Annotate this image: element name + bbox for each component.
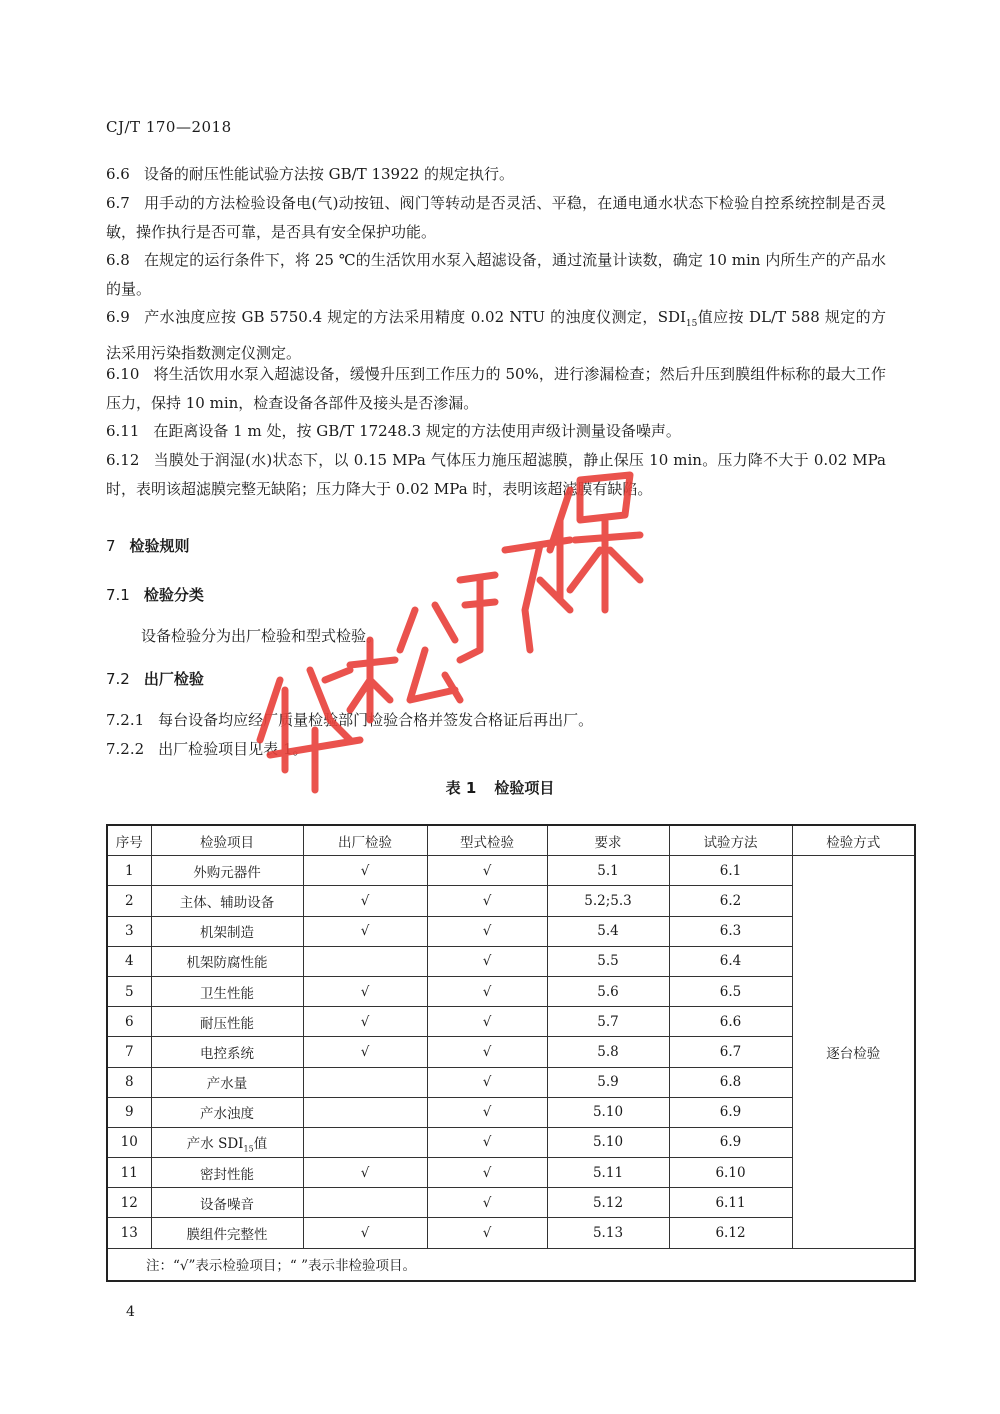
cell-no: 8: [107, 1067, 151, 1097]
paragraph-6-11: [106, 417, 886, 446]
cell-item: 设备噪音: [151, 1188, 303, 1218]
cell-method: 6.6: [669, 1007, 792, 1037]
cell-type: √: [427, 946, 547, 976]
clause-text-b: 值应按 DL/T 588 规定的方法采用污染指数测定仪测定。: [106, 308, 886, 362]
table-row: [107, 856, 915, 886]
cell-requirement: 5.13: [547, 1218, 669, 1248]
clause-7-2-2: [106, 738, 307, 759]
cell-type: √: [427, 1097, 547, 1127]
cell-type: √: [427, 1007, 547, 1037]
cell-item: 主体、辅助设备: [151, 886, 303, 916]
cell-factory: √: [303, 1218, 427, 1248]
cell-requirement: 5.7: [547, 1007, 669, 1037]
clause-text: 将生活饮用水泵入超滤设备，缓慢升压到工作压力的 50%，进行渗漏检查；然后升压到膜组件标称的最大工作压力，保持 10 min，检查设备各部件及接头是否渗漏。: [106, 365, 886, 412]
cell-type: √: [427, 1037, 547, 1067]
cell-factory: √: [303, 916, 427, 946]
section-title: 检验分类: [143, 586, 204, 604]
cell-factory: √: [303, 976, 427, 1006]
cell-method: 6.4: [669, 946, 792, 976]
cell-no: 10: [107, 1127, 151, 1157]
header-test-method: 试验方法: [669, 825, 792, 856]
section-7-1-body: 设备检验分为出厂检验和型式检验。: [141, 627, 382, 645]
table-caption-title: 检验项目: [494, 779, 555, 797]
cell-type: √: [427, 1218, 547, 1248]
cell-factory: √: [303, 886, 427, 916]
cell-requirement: 5.10: [547, 1097, 669, 1127]
clause-number: 6.6: [106, 165, 130, 183]
cell-no: 1: [107, 856, 151, 886]
cell-no: 6: [107, 1007, 151, 1037]
cell-type: √: [427, 1067, 547, 1097]
cell-factory: [303, 1127, 427, 1157]
page-number: 4: [126, 1304, 135, 1320]
table-header-row: [107, 825, 915, 856]
table-note-row: [107, 1248, 915, 1281]
cell-no: 4: [107, 946, 151, 976]
header-inspection-mode: 检验方式: [792, 825, 915, 856]
header-no: 序号: [107, 825, 151, 856]
cell-no: 9: [107, 1097, 151, 1127]
clause-text: 出厂检验项目见表 1。: [158, 740, 308, 758]
clause-number: 7.2.1: [106, 711, 145, 729]
clause-text-a: 产水浊度应按 GB 5750.4 规定的方法采用精度 0.02 NTU 的浊度仪测定，SDI: [143, 308, 686, 326]
cell-requirement: 5.12: [547, 1188, 669, 1218]
cell-item: 产水量: [151, 1067, 303, 1097]
inspection-items-table: [106, 824, 916, 1282]
header-requirement: 要求: [547, 825, 669, 856]
cell-factory: √: [303, 1007, 427, 1037]
cell-item-text-b: 值: [253, 1135, 268, 1152]
cell-no: 12: [107, 1188, 151, 1218]
cell-item: [151, 1127, 303, 1157]
cell-item: 膜组件完整性: [151, 1218, 303, 1248]
cell-method: 6.5: [669, 976, 792, 1006]
section-7-heading: [106, 535, 190, 556]
clause-number: 6.9: [106, 308, 130, 326]
paragraph-6-8: [106, 246, 886, 303]
cell-type: √: [427, 856, 547, 886]
cell-factory: [303, 1067, 427, 1097]
clause-number: 7.2.2: [106, 740, 145, 758]
paragraph-6-6: [106, 160, 886, 189]
section-title: 出厂检验: [143, 670, 204, 688]
paragraph-6-7: [106, 189, 886, 246]
paragraph-6-9: [106, 303, 886, 367]
cell-requirement: 5.5: [547, 946, 669, 976]
cell-method: 6.8: [669, 1067, 792, 1097]
cell-no: 5: [107, 976, 151, 1006]
clause-text: 在距离设备 1 m 处，按 GB/T 17248.3 规定的方法使用声级计测量设备噪声。: [153, 422, 681, 440]
clause-number: 6.11: [106, 422, 140, 440]
cell-method: 6.9: [669, 1127, 792, 1157]
cell-requirement: 5.1: [547, 856, 669, 886]
cell-method: 6.7: [669, 1037, 792, 1067]
cell-method: 6.2: [669, 886, 792, 916]
header-factory-inspection: 出厂检验: [303, 825, 427, 856]
cell-requirement: 5.11: [547, 1158, 669, 1188]
cell-type: √: [427, 1127, 547, 1157]
cell-requirement: 5.2;5.3: [547, 886, 669, 916]
cell-method: 6.9: [669, 1097, 792, 1127]
paragraph-6-12: [106, 446, 886, 503]
cell-type: √: [427, 916, 547, 946]
cell-method: 6.12: [669, 1218, 792, 1248]
cell-item: 密封性能: [151, 1158, 303, 1188]
cell-requirement: 5.6: [547, 976, 669, 1006]
table-note: 注：“√”表示检验项目；“ ”表示非检验项目。: [107, 1248, 915, 1281]
cell-no: 13: [107, 1218, 151, 1248]
clause-text: 用手动的方法检验设备电(气)动按钮、阀门等转动是否灵活、平稳，在通电通水状态下检验自控系统控制是否灵敏，操作执行是否可靠，是否具有安全保护功能。: [106, 194, 886, 241]
clause-number: 6.8: [106, 251, 130, 269]
cell-factory: [303, 946, 427, 976]
clause-text: 每台设备均应经厂质量检验部门检验合格并签发合格证后再出厂。: [158, 711, 594, 729]
cell-item: 卫生性能: [151, 976, 303, 1006]
cell-item: 外购元器件: [151, 856, 303, 886]
clause-text: 在规定的运行条件下，将 25 ℃的生活饮用水泵入超滤设备，通过流量计读数，确定 10 min 内所生产的产品水的量。: [106, 251, 886, 298]
standard-code: CJ/T 170—2018: [106, 118, 232, 136]
subscript: 15: [685, 319, 698, 329]
clause-text: 当膜处于润湿(水)状态下，以 0.15 MPa 气体压力施压超滤膜，静止保压 10 min。压力降不大于 0.02 MPa 时，表明该超滤膜完整无缺陷；压力降大于 0.02 MPa 时，表明该超滤膜有缺陷。: [106, 451, 886, 498]
clause-number: 6.7: [106, 194, 130, 212]
cell-item: 电控系统: [151, 1037, 303, 1067]
cell-factory: [303, 1188, 427, 1218]
cell-inspection-mode: 逐台检验: [792, 856, 915, 1248]
cell-factory: √: [303, 1158, 427, 1188]
cell-type: √: [427, 886, 547, 916]
cell-type: √: [427, 1188, 547, 1218]
cell-factory: √: [303, 856, 427, 886]
section-number: 7: [106, 537, 116, 555]
cell-requirement: 5.8: [547, 1037, 669, 1067]
cell-item: 耐压性能: [151, 1007, 303, 1037]
cell-item: 机架制造: [151, 916, 303, 946]
header-item: 检验项目: [151, 825, 303, 856]
cell-method: 6.3: [669, 916, 792, 946]
section-7-1-heading: [106, 584, 204, 605]
clause-number: 6.10: [106, 365, 140, 383]
cell-type: √: [427, 976, 547, 1006]
cell-method: 6.1: [669, 856, 792, 886]
table-caption: [0, 777, 1000, 798]
clause-7-2-1: [106, 709, 593, 730]
section-title: 检验规则: [129, 537, 190, 555]
cell-item: 机架防腐性能: [151, 946, 303, 976]
cell-method: 6.10: [669, 1158, 792, 1188]
clause-number: 6.12: [106, 451, 140, 469]
header-type-inspection: 型式检验: [427, 825, 547, 856]
cell-item-text-a: 产水 SDI: [186, 1135, 244, 1152]
section-number: 7.2: [106, 670, 130, 688]
cell-requirement: 5.9: [547, 1067, 669, 1097]
cell-no: 3: [107, 916, 151, 946]
cell-requirement: 5.10: [547, 1127, 669, 1157]
cell-type: √: [427, 1158, 547, 1188]
cell-no: 11: [107, 1158, 151, 1188]
cell-no: 7: [107, 1037, 151, 1067]
section-number: 7.1: [106, 586, 130, 604]
cell-requirement: 5.4: [547, 916, 669, 946]
clause-text: 设备的耐压性能试验方法按 GB/T 13922 的规定执行。: [143, 165, 514, 183]
cell-item: 产水浊度: [151, 1097, 303, 1127]
cell-factory: √: [303, 1037, 427, 1067]
cell-method: 6.11: [669, 1188, 792, 1218]
cell-no: 2: [107, 886, 151, 916]
subscript: 15: [243, 1144, 254, 1154]
table-caption-label: 表 1: [445, 779, 477, 797]
section-7-2-heading: [106, 668, 204, 689]
paragraph-6-10: [106, 360, 886, 417]
cell-factory: [303, 1097, 427, 1127]
